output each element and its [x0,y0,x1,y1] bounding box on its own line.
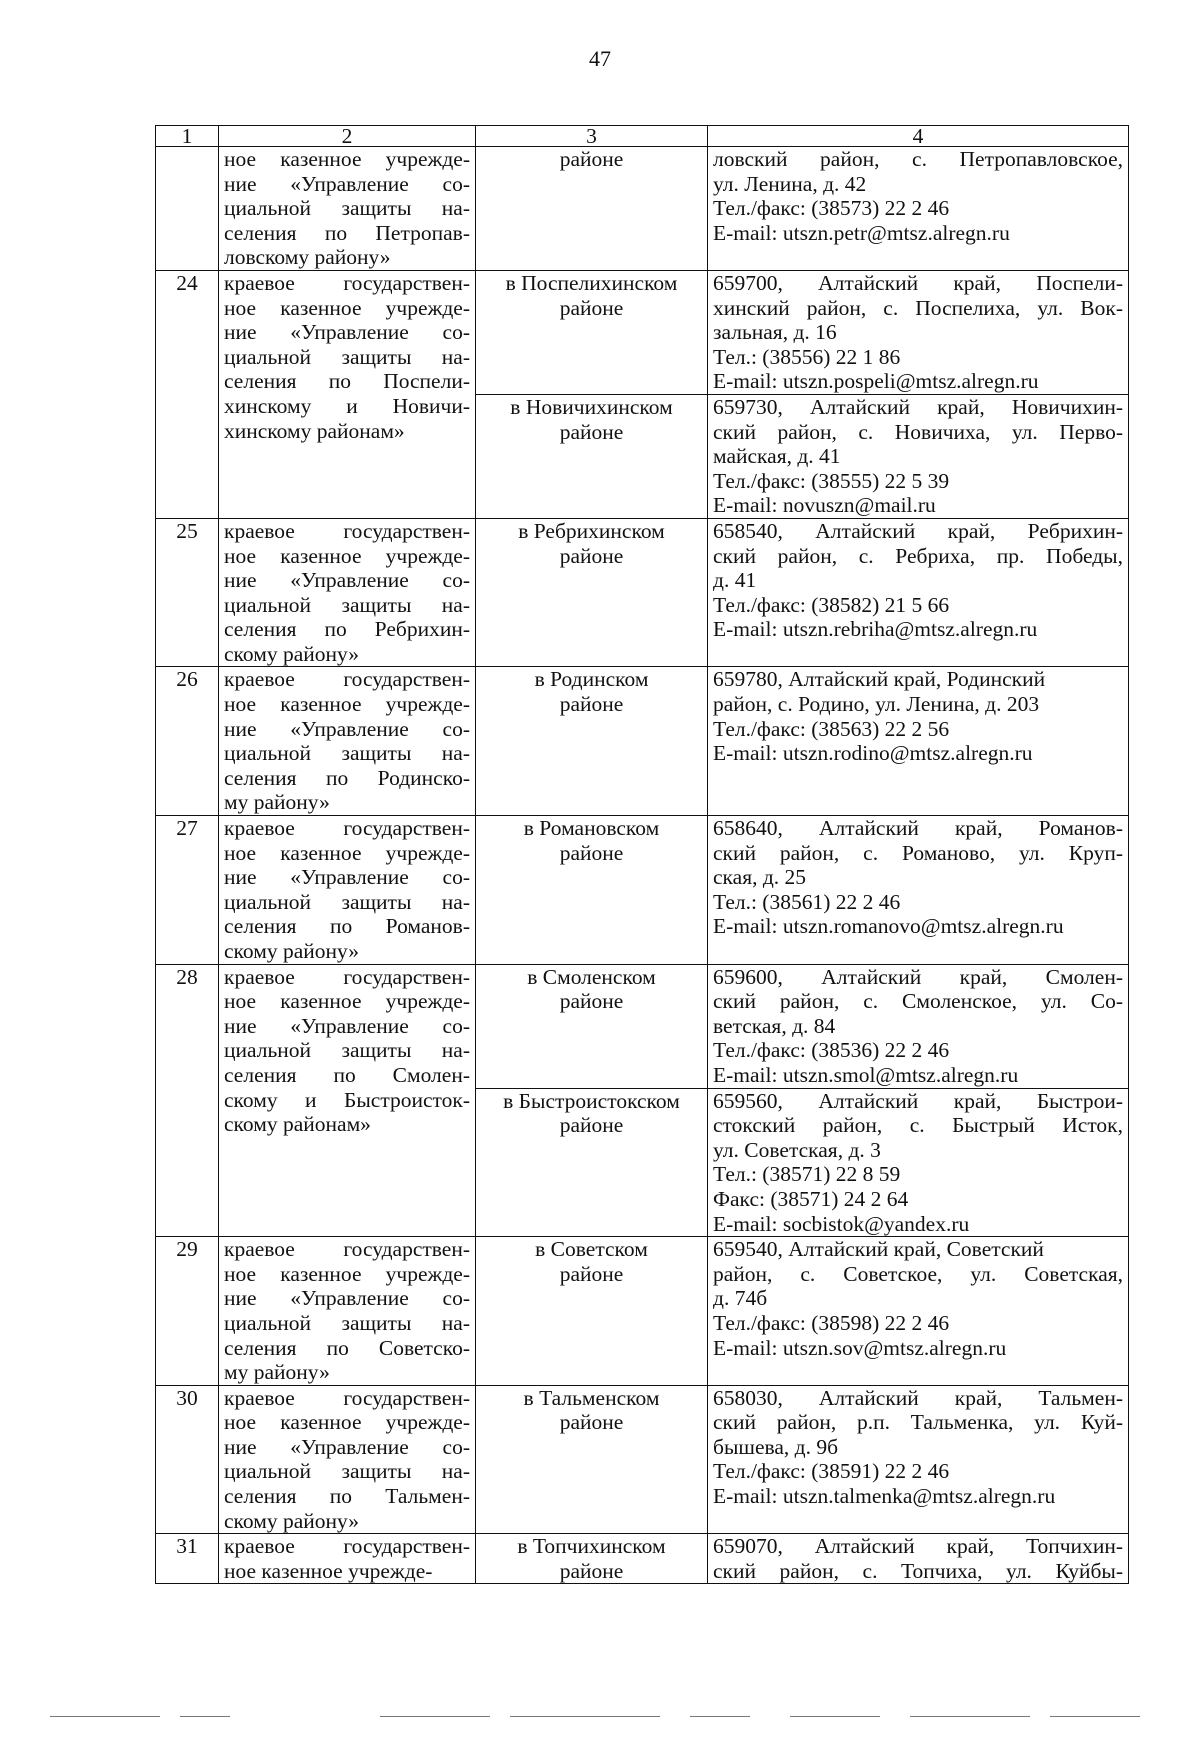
address-line: E-mail: utszn.rebriha@mtsz.alregn.ru [713,617,1038,642]
address-line: 658640, Алтайский край, Романов- [713,816,1123,841]
address-line: Тел./факс: (38573) 22 2 46 [713,196,950,221]
row-number: 24 [156,270,219,518]
name-line: скому и Быстроисток- [224,1087,470,1112]
district-line: районе [559,419,624,444]
table-body [156,147,1129,1584]
address-line: E-mail: utszn.sov@mtsz.alregn.ru [713,1335,1007,1360]
institution-name [219,816,476,965]
name-line: скому району» [224,939,360,963]
institution-name [219,964,476,1237]
row-number: 30 [156,1385,219,1534]
address-line: Тел./факс: (38536) 22 2 46 [713,1038,950,1063]
address-line: майская, д. 41 [713,444,841,469]
address-line: Тел./факс: (38582) 21 5 66 [713,592,950,617]
address-line: E-mail: socbistok@yandex.ru [713,1211,970,1236]
name-line: хинскому и Новичи- [224,393,470,418]
row-number: 31 [156,1534,219,1584]
address-line: 659540, Алтайский край, Советский [713,1237,1044,1262]
name-line: циальной защиты на- [224,1459,470,1484]
district-line: районе [559,1410,624,1435]
address-line: 659730, Алтайский край, Новичихин- [713,394,1123,419]
address-line: район, с. Родино, ул. Ленина, д. 203 [713,692,1040,717]
address-line: ул. Советская, д. 3 [713,1137,881,1162]
table-row [156,1534,1129,1584]
address-line: E-mail: utszn.talmenka@mtsz.alregn.ru [713,1484,1056,1509]
address-contacts [708,964,1129,1088]
name-line: скому району» [224,641,360,666]
row-number [156,147,219,271]
district [476,964,708,1088]
name-line: му району» [224,790,330,815]
table-row [156,1237,1129,1386]
table-row [156,518,1129,667]
address-line: Тел./факс: (38563) 22 2 56 [713,716,950,741]
name-line: ние «Управление со- [224,320,470,345]
row-number: 25 [156,518,219,667]
district-line: в Тальменском [523,1385,660,1410]
name-line: селения по Ребрихин- [224,617,470,642]
name-line: селения по Поспели- [224,369,470,394]
district-line: районе [559,147,624,171]
address-line: E-mail: novuszn@mail.ru [713,493,936,518]
district-line: в Быстроистокском [503,1088,680,1113]
address-line: ский район, с. Смоленское, ул. Со- [713,989,1123,1014]
district [476,1088,708,1237]
address-line: хинский район, с. Поспелиха, ул. Вок- [713,295,1123,320]
district [476,1237,708,1386]
name-line: ние «Управление со- [224,865,470,890]
name-line: селения по Смолен- [224,1062,470,1087]
district [476,816,708,965]
address-line: E-mail: utszn.romanovo@mtsz.alregn.ru [713,914,1064,939]
institutions-table [155,125,1129,1584]
address-contacts [708,816,1129,965]
name-line: ное казенное учрежде- [224,692,470,717]
district-line: в Романовском [523,816,660,841]
institution-name [219,667,476,816]
name-line: циальной защиты на- [224,741,470,766]
name-line: краевое государствен- [224,667,470,692]
address-line: E-mail: utszn.rodino@mtsz.alregn.ru [713,741,1033,766]
address-contacts [708,147,1129,271]
address-line: ветская, д. 84 [713,1013,836,1038]
address-line: E-mail: utszn.pospeli@mtsz.alregn.ru [713,369,1039,394]
institution-name [219,270,476,518]
column-header: 1 [156,126,219,147]
name-line: скому районам» [224,1112,371,1137]
page-number: 47 [589,46,611,71]
row-number: 28 [156,964,219,1237]
row-number: 27 [156,816,219,965]
name-line: ное казенное учрежде- [224,1558,433,1583]
table-row [156,667,1129,816]
address-line: ский район, с. Ребриха, пр. Победы, [713,543,1123,568]
address-line: Тел.: (38556) 22 1 86 [713,344,901,369]
district-line: в Поспелихинском [505,270,678,295]
district-line: в Советском [535,1237,648,1262]
address-line: Тел.: (38561) 22 2 46 [713,889,901,914]
address-line: ский район, с. Топчиха, ул. Куйбы- [713,1558,1123,1583]
name-line: циальной защиты на- [224,592,470,617]
name-line: ное казенное учрежде- [224,840,470,865]
address-contacts [708,518,1129,667]
name-line: ние «Управление со- [224,1286,470,1311]
address-line: ский район, р.п. Тальменка, ул. Куй- [713,1410,1123,1435]
address-contacts [708,394,1129,518]
name-line: ние «Управление со- [224,171,470,196]
name-line: ловскому району» [224,245,391,270]
district-line: районе [559,1261,624,1286]
table-row [156,270,1129,394]
name-line: краевое государствен- [224,270,470,295]
district-line: в Родинском [534,667,649,692]
name-line: циальной защиты на- [224,344,470,369]
address-line: 659560, Алтайский край, Быстрои- [713,1088,1123,1113]
address-line: Тел./факс: (38591) 22 2 46 [713,1459,950,1484]
address-line: E-mail: utszn.smol@mtsz.alregn.ru [713,1062,1019,1087]
address-line: Факс: (38571) 24 2 64 [713,1186,909,1211]
address-line: ский район, с. Новичиха, ул. Перво- [713,419,1123,444]
district [476,147,708,271]
address-line: Тел./факс: (38598) 22 2 46 [713,1310,950,1335]
table-row [156,964,1129,1088]
name-line: селения по Советско- [224,1335,470,1360]
name-line: селения по Родинско- [224,765,470,790]
name-line: ное казенное учрежде- [224,147,470,171]
address-line: 659700, Алтайский край, Поспели- [713,270,1123,295]
district-line: в Новичихинском [510,394,673,419]
address-line: 659780, Алтайский край, Родинский [713,667,1046,692]
row-number: 29 [156,1237,219,1386]
table-row [156,147,1129,271]
name-line: ное казенное учрежде- [224,1410,470,1435]
institution-name [219,1534,476,1584]
address-line: ул. Ленина, д. 42 [713,171,867,196]
address-line: 659600, Алтайский край, Смолен- [713,964,1123,989]
address-line: Тел.: (38571) 22 8 59 [713,1162,901,1187]
name-line: му району» [224,1360,330,1385]
name-line: краевое государствен- [224,1385,470,1410]
name-line: селения по Тальмен- [224,1484,470,1509]
address-line: бышева, д. 9б [713,1434,839,1459]
address-line: Тел./факс: (38555) 22 5 39 [713,468,950,493]
address-line: ский район, с. Романово, ул. Круп- [713,840,1123,865]
district [476,1534,708,1584]
district-line: районе [559,840,624,865]
district-line: районе [559,989,624,1014]
name-line: селения по Петропав- [224,220,470,245]
address-contacts [708,1088,1129,1237]
table-row [156,1385,1129,1534]
district-line: районе [559,543,624,568]
column-header: 4 [708,126,1129,147]
name-line: ние «Управление со- [224,568,470,593]
footer-rule [50,1716,1150,1720]
table-header-row [156,126,1129,147]
institution-name [219,1385,476,1534]
district-line: в Ребрихинском [518,518,665,543]
district [476,1385,708,1534]
name-line: ние «Управление со- [224,1434,470,1459]
name-line: хинскому районам» [224,418,405,443]
name-line: ное казенное учрежде- [224,543,470,568]
address-line: 658540, Алтайский край, Ребрихин- [713,518,1123,543]
name-line: скому району» [224,1508,360,1533]
address-line: ловский район, с. Петропавловское, [713,147,1123,171]
district [476,518,708,667]
name-line: краевое государствен- [224,1534,470,1559]
address-line: ская, д. 25 [713,865,807,890]
table-row [156,816,1129,965]
name-line: краевое государствен- [224,964,470,989]
row-number: 26 [156,667,219,816]
name-line: циальной защиты на- [224,1038,470,1063]
name-line: ное казенное учрежде- [224,989,470,1014]
institution-name [219,147,476,271]
institution-name [219,518,476,667]
column-header: 3 [476,126,708,147]
district-line: районе [559,1113,624,1138]
name-line: селения по Романов- [224,914,470,939]
district-line: районе [559,1558,624,1583]
address-line: стокский район, с. Быстрый Исток, [713,1113,1123,1138]
address-line: 659070, Алтайский край, Топчихин- [713,1534,1123,1559]
district [476,667,708,816]
district [476,394,708,518]
institution-name [219,1237,476,1386]
address-contacts [708,1237,1129,1386]
name-line: ние «Управление со- [224,716,470,741]
column-header: 2 [219,126,476,147]
address-line: E-mail: utszn.petr@mtsz.alregn.ru [713,220,1010,245]
address-contacts [708,1534,1129,1584]
address-contacts [708,270,1129,394]
address-line: 658030, Алтайский край, Тальмен- [713,1385,1123,1410]
address-line: район, с. Советское, ул. Советская, [713,1261,1123,1286]
name-line: краевое государствен- [224,518,470,543]
district-line: в Топчихинском [517,1534,666,1559]
district-line: в Смоленском [527,964,656,989]
name-line: краевое государствен- [224,1237,470,1262]
name-line: циальной защиты на- [224,889,470,914]
address-line: д. 74б [713,1286,768,1311]
name-line: циальной защиты на- [224,1310,470,1335]
district [476,270,708,394]
name-line: ние «Управление со- [224,1013,470,1038]
name-line: ное казенное учрежде- [224,295,470,320]
name-line: ное казенное учрежде- [224,1261,470,1286]
address-contacts [708,1385,1129,1534]
address-contacts [708,667,1129,816]
name-line: циальной защиты на- [224,196,470,221]
name-line: краевое государствен- [224,816,470,841]
address-line: д. 41 [713,568,757,593]
district-line: районе [559,692,624,717]
address-line: зальная, д. 16 [713,320,837,345]
district-line: районе [559,295,624,320]
